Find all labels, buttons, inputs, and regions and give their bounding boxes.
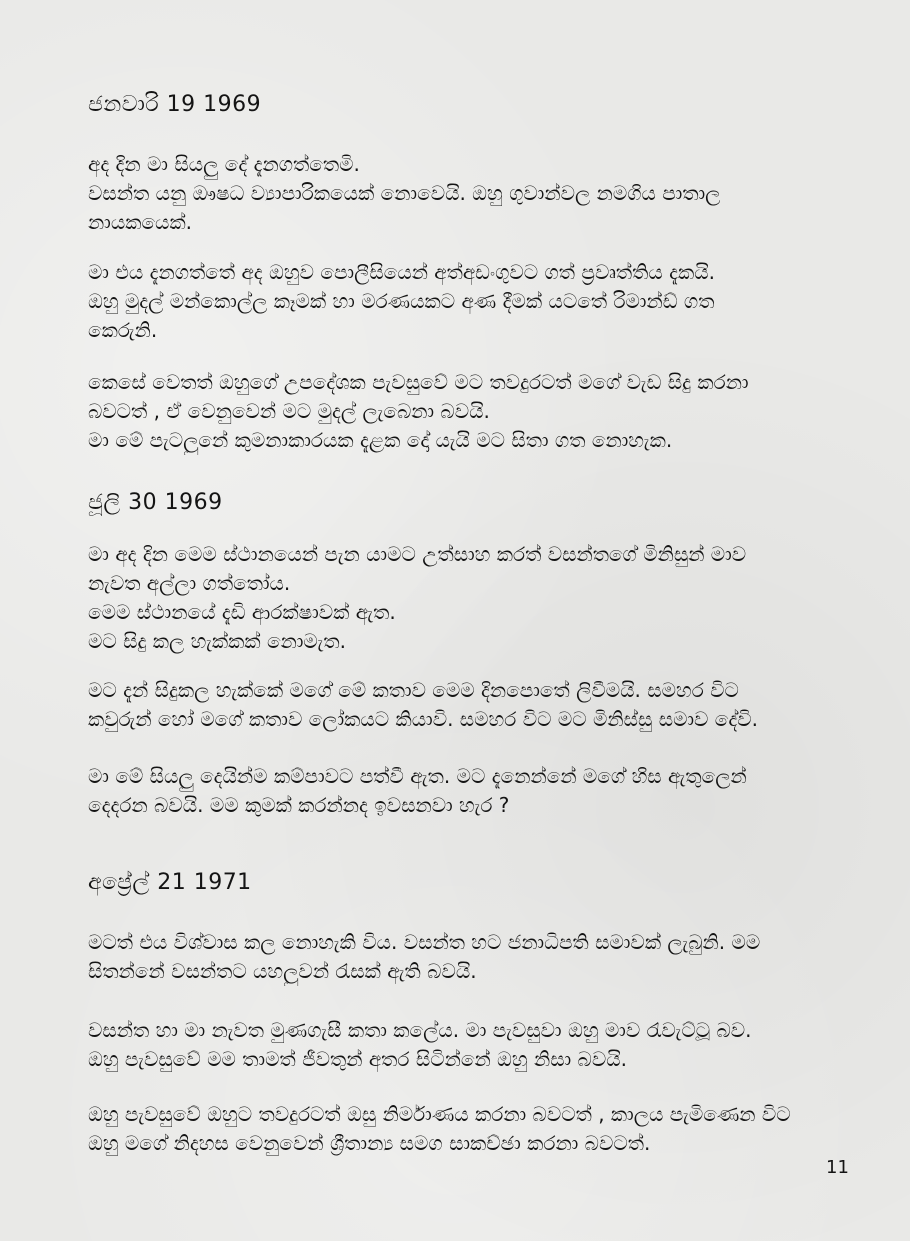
entry-date: ජූලි 30 1969	[88, 490, 223, 515]
entry-paragraph	[88, 1100, 828, 1158]
text-line: කෙසේ වෙතත් ඔහුගේ උපදේශක පැවසුවේ මට තවදුරටත් මගේ වැඩ සිදු කරනා	[88, 370, 749, 394]
text-line: වසන්ත හා මා නැවත මුණගැසී කතා කලේය. මා පැවසුවා ඔහු මාව රැවැට්ටූ බව.	[88, 1018, 752, 1042]
page-number: 11	[826, 1157, 849, 1178]
text-line: අද දින මා සියලු දේ දැනගත්තෙමි.	[88, 152, 360, 176]
text-line: සිතන්නේ වසන්තට යහලුවන් රැසක් ඇති බවයි.	[88, 959, 477, 983]
entry-paragraph	[88, 762, 828, 820]
text-line: මටත් එය විශ්වාස කල නොහැකි විය. වසන්ත හට ජනාධිපති සමාවක් ලැබුනි. මම	[88, 930, 761, 954]
text-line: වසන්ත යනු ඖෂධ ව්‍යාපාරිකයෙක් නොවෙයි. ඔහු ගුවාන්වල නමගිය පාතාල	[88, 181, 721, 205]
text-line: ඔහු පැවසුවේ ඔහුට තවදුරටත් ඔසු නිර්මාණය කරනා බවටත් , කාලය පැමිණෙන විට	[88, 1102, 791, 1126]
entry-date: ජනවාරි 19 1969	[88, 92, 262, 117]
entry-paragraph	[88, 368, 828, 455]
text-line: මා එය දැනගත්තේ අද ඔහුව පොලීසියෙන් අත්අඩංගුවට ගත් ප්‍රවෘත්තිය දැකයි.	[88, 260, 715, 284]
entry-paragraph	[88, 1016, 828, 1074]
text-line: කවුරුන් හෝ මගේ කතාව ලෝකයට කියාවි. සමහර විට මට මිනිස්සු සමාව දේවි.	[88, 707, 759, 731]
text-line: කෙරුනි.	[88, 318, 158, 342]
text-line: දෙදරන බවයි. මම කුමක් කරන්නද ඉවසනවා හැර ?	[88, 793, 510, 817]
entry-paragraph	[88, 150, 828, 237]
text-line: මෙම ස්ථානයේ දැඩි ආරක්ෂාවක් ඇත.	[88, 600, 396, 624]
text-line: මා අද දින මෙම ස්ථානයෙන් පැන යාමට උත්සාහ කරත් වසන්තගේ මිනිසුන් මාව	[88, 542, 747, 566]
entry-paragraph	[88, 928, 828, 986]
text-line: මට සිදු කල හැක්කක් නොමැත.	[88, 629, 346, 653]
text-line: මට දැන් සිදුකල හැක්කේ මගේ මේ කතාව මෙම දිනපොතේ ලිවීමයි. සමහර විට	[88, 678, 739, 702]
text-line: මා මේ සියලු දෙයින්ම කම්පාවට පත්වී ඇත. මට දැනෙන්නේ මගේ හිස ඇතුලෙන්	[88, 764, 747, 788]
text-line: මා මේ පැටලුනේ කුමනාකාරයක දැළක දෝ යැයි මට සිතා ගත නොහැක.	[88, 428, 673, 452]
text-line: නැවත අල්ලා ගත්තෝය.	[88, 571, 291, 595]
entry-paragraph	[88, 540, 828, 656]
text-line: ඔහු මුදල් මන්කොල්ල කෑමක් හා මරණයකට අණ දීමක් යටතේ රිමාන්ඩ් ගත	[88, 289, 715, 313]
entry-paragraph	[88, 676, 828, 734]
text-line: බවටත් , ඒ වෙනුවෙන් මට මුදල් ලැබෙනා බවයි.	[88, 399, 490, 423]
entry-paragraph	[88, 258, 828, 345]
text-line: නායකයෙක්.	[88, 210, 193, 234]
text-line: ඔහු මගේ නිදහස වෙනුවෙන් ශ්‍රීතාන්‍ය සමග සාකච්ඡා කරනා බවටත්.	[88, 1131, 651, 1155]
entry-date: අප්‍රේල් 21 1971	[88, 870, 252, 895]
text-line: ඔහු පැවසුවේ මම තාමත් ජීවතුන් අතර සිටින්නේ ඔහු නිසා බවයි.	[88, 1047, 627, 1071]
